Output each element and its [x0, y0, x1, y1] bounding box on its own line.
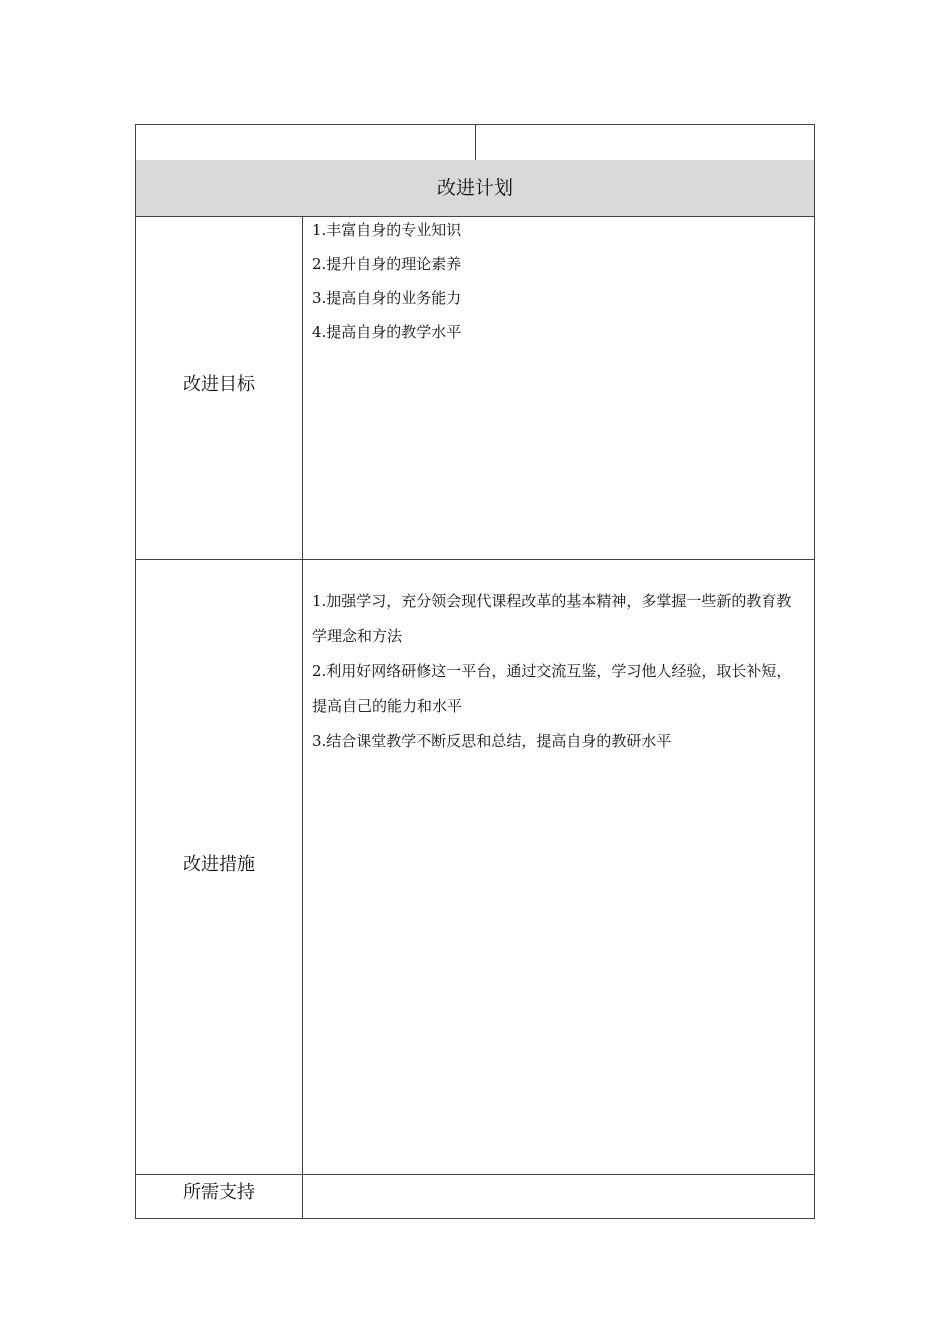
header-title: 改进计划 — [436, 177, 513, 199]
top-right-cell — [476, 125, 814, 160]
measures-label: 改进措施 — [183, 854, 255, 875]
measure-item: 1.加强学习，充分领会现代课程改革的基本精神，多掌握一些新的教育教学理念和方法 — [312, 592, 792, 645]
support-label: 所需支持 — [183, 1182, 255, 1203]
top-left-cell — [136, 125, 475, 160]
goal-item: 3.提高自身的业务能力 — [312, 289, 462, 307]
improvement-plan-table — [135, 124, 815, 1219]
measure-item: 2.利用好网络研修这一平台，通过交流互鉴，学习他人经验，取长补短，提高自己的能力和水平 — [312, 662, 792, 715]
row-separator — [136, 559, 814, 560]
goal-item: 1.丰富自身的专业知识 — [312, 221, 462, 239]
goal-item: 2.提升自身的理论素养 — [312, 255, 462, 273]
goal-item: 4.提高自身的教学水平 — [312, 323, 462, 341]
goals-list — [312, 213, 806, 349]
measures-list — [312, 584, 806, 759]
label-column-divider — [302, 216, 303, 1219]
measure-item: 3.结合课堂教学不断反思和总结，提高自身的教研水平 — [312, 732, 672, 750]
support-value-cell — [312, 1178, 802, 1214]
row-separator — [136, 1174, 814, 1175]
goals-label: 改进目标 — [183, 374, 255, 395]
